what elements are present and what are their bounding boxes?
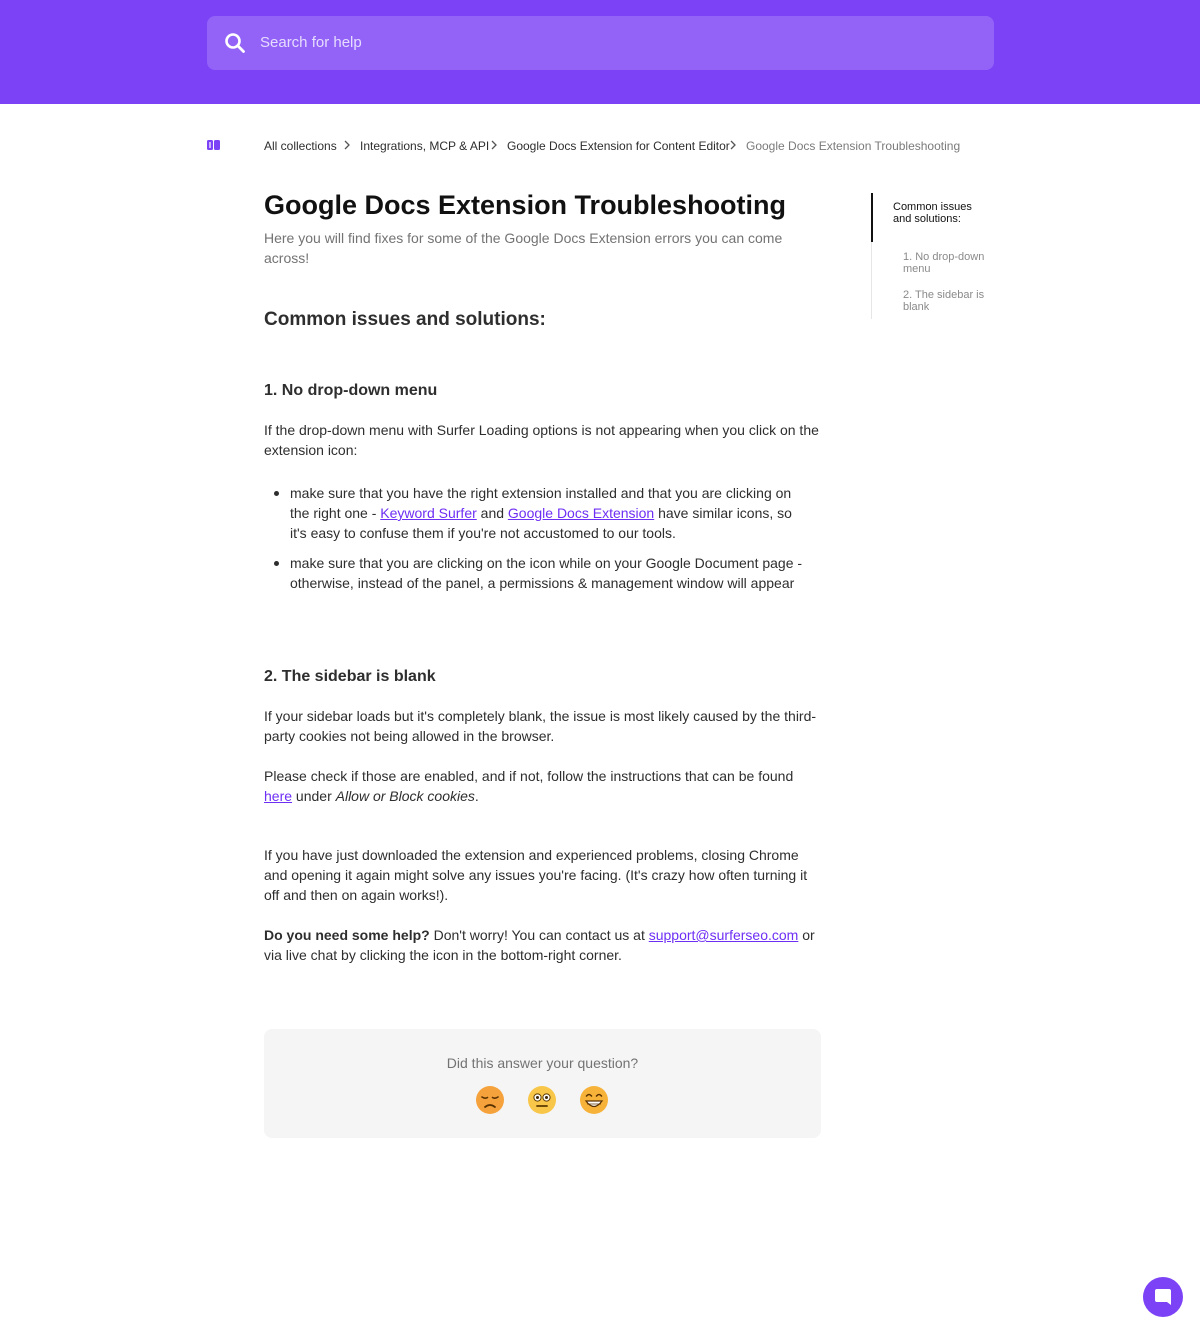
- breadcrumb-all-collections[interactable]: All collections: [264, 139, 337, 153]
- issue-2-instructions: [264, 766, 824, 806]
- section-heading: Common issues and solutions:: [264, 309, 546, 330]
- help-bold-text: Do you need some help?: [264, 927, 430, 943]
- list-item: make sure that you are clicking on the icon while on your Google Document page - otherwise, instead of the panel, a permissions & management window will appear: [290, 553, 810, 593]
- breadcrumb-current: Google Docs Extension Troubleshooting: [746, 139, 961, 153]
- smiley-emoji-icon[interactable]: [579, 1085, 609, 1115]
- cookies-help-link[interactable]: here: [264, 788, 293, 804]
- feedback-box: [264, 1029, 821, 1138]
- paragraph-text: .: [474, 788, 479, 804]
- issue-1-intro: If the drop-down menu with Surfer Loading options is not appearing when you click on the extension icon:: [264, 422, 819, 458]
- paragraph-text: Don't worry! You can contact us at: [429, 927, 649, 943]
- header: [0, 0, 1200, 104]
- breadcrumb: [207, 138, 987, 154]
- chevron-right-icon: [729, 139, 737, 151]
- support-email-link[interactable]: support@surferseo.com: [648, 927, 799, 943]
- page-title: Google Docs Extension Troubleshooting: [264, 190, 787, 220]
- toc-active-indicator: [871, 193, 873, 242]
- paragraph-text: Please check if those are enabled, and if not, follow the instructions that can be found: [264, 768, 794, 784]
- bullet-text: have similar icons, so it's easy to confuse them if you're not accustomed to our tools.: [290, 505, 792, 541]
- page-subtitle: Here you will find fixes for some of the Google Docs Extension errors you can come across!: [264, 230, 783, 266]
- chat-launcher-button[interactable]: [1143, 1277, 1183, 1317]
- search-icon: [224, 32, 246, 54]
- neutral-emoji-icon[interactable]: [527, 1085, 557, 1115]
- bullet-text: make sure that you have the right extension installed and that you are clicking on the right one -: [290, 485, 792, 521]
- issue-2-paragraph: If your sidebar loads but it's completely blank, the issue is most likely caused by the third-party cookies not being allowed in the browser.: [264, 708, 817, 744]
- list-item: [290, 483, 810, 543]
- paragraph-text: under: [292, 788, 336, 804]
- toc-item-common-issues[interactable]: Common issues and solutions:: [893, 201, 972, 225]
- search-bar[interactable]: [207, 16, 994, 70]
- toc-item-sidebar-blank[interactable]: 2. The sidebar is blank: [903, 289, 985, 313]
- restart-tip: If you have just downloaded the extension and experienced problems, closing Chrome and opening it again might solve any issues you're facing. (It's crazy how often turning it off and then on again works!).: [264, 847, 808, 903]
- search-input[interactable]: Search for help: [260, 34, 362, 51]
- issue-heading-2: 2. The sidebar is blank: [264, 668, 436, 685]
- chat-icon: [1154, 1288, 1172, 1306]
- breadcrumb-google-docs-extension[interactable]: Google Docs Extension for Content Editor: [507, 139, 730, 153]
- help-paragraph: [264, 925, 824, 965]
- google-docs-extension-link[interactable]: Google Docs Extension: [507, 505, 655, 521]
- issue-heading-1: 1. No drop-down menu: [264, 382, 438, 399]
- keyword-surfer-link[interactable]: Keyword Surfer: [380, 505, 477, 521]
- chevron-right-icon: [343, 139, 351, 151]
- breadcrumb-integrations[interactable]: Integrations, MCP & API: [360, 139, 490, 153]
- feedback-question: Did this answer your question?: [446, 1055, 639, 1071]
- chevron-right-icon: [490, 139, 498, 151]
- table-of-contents: [871, 193, 1001, 319]
- toc-item-no-dropdown[interactable]: 1. No drop-down menu: [903, 251, 985, 275]
- disappointed-emoji-icon[interactable]: [475, 1085, 505, 1115]
- emphasis-text: Allow or Block cookies: [335, 788, 475, 804]
- bullet-text: and: [476, 505, 508, 521]
- paragraph-text: or via live chat by clicking the icon in the bottom-right corner.: [264, 927, 815, 963]
- collection-icon: [207, 140, 220, 150]
